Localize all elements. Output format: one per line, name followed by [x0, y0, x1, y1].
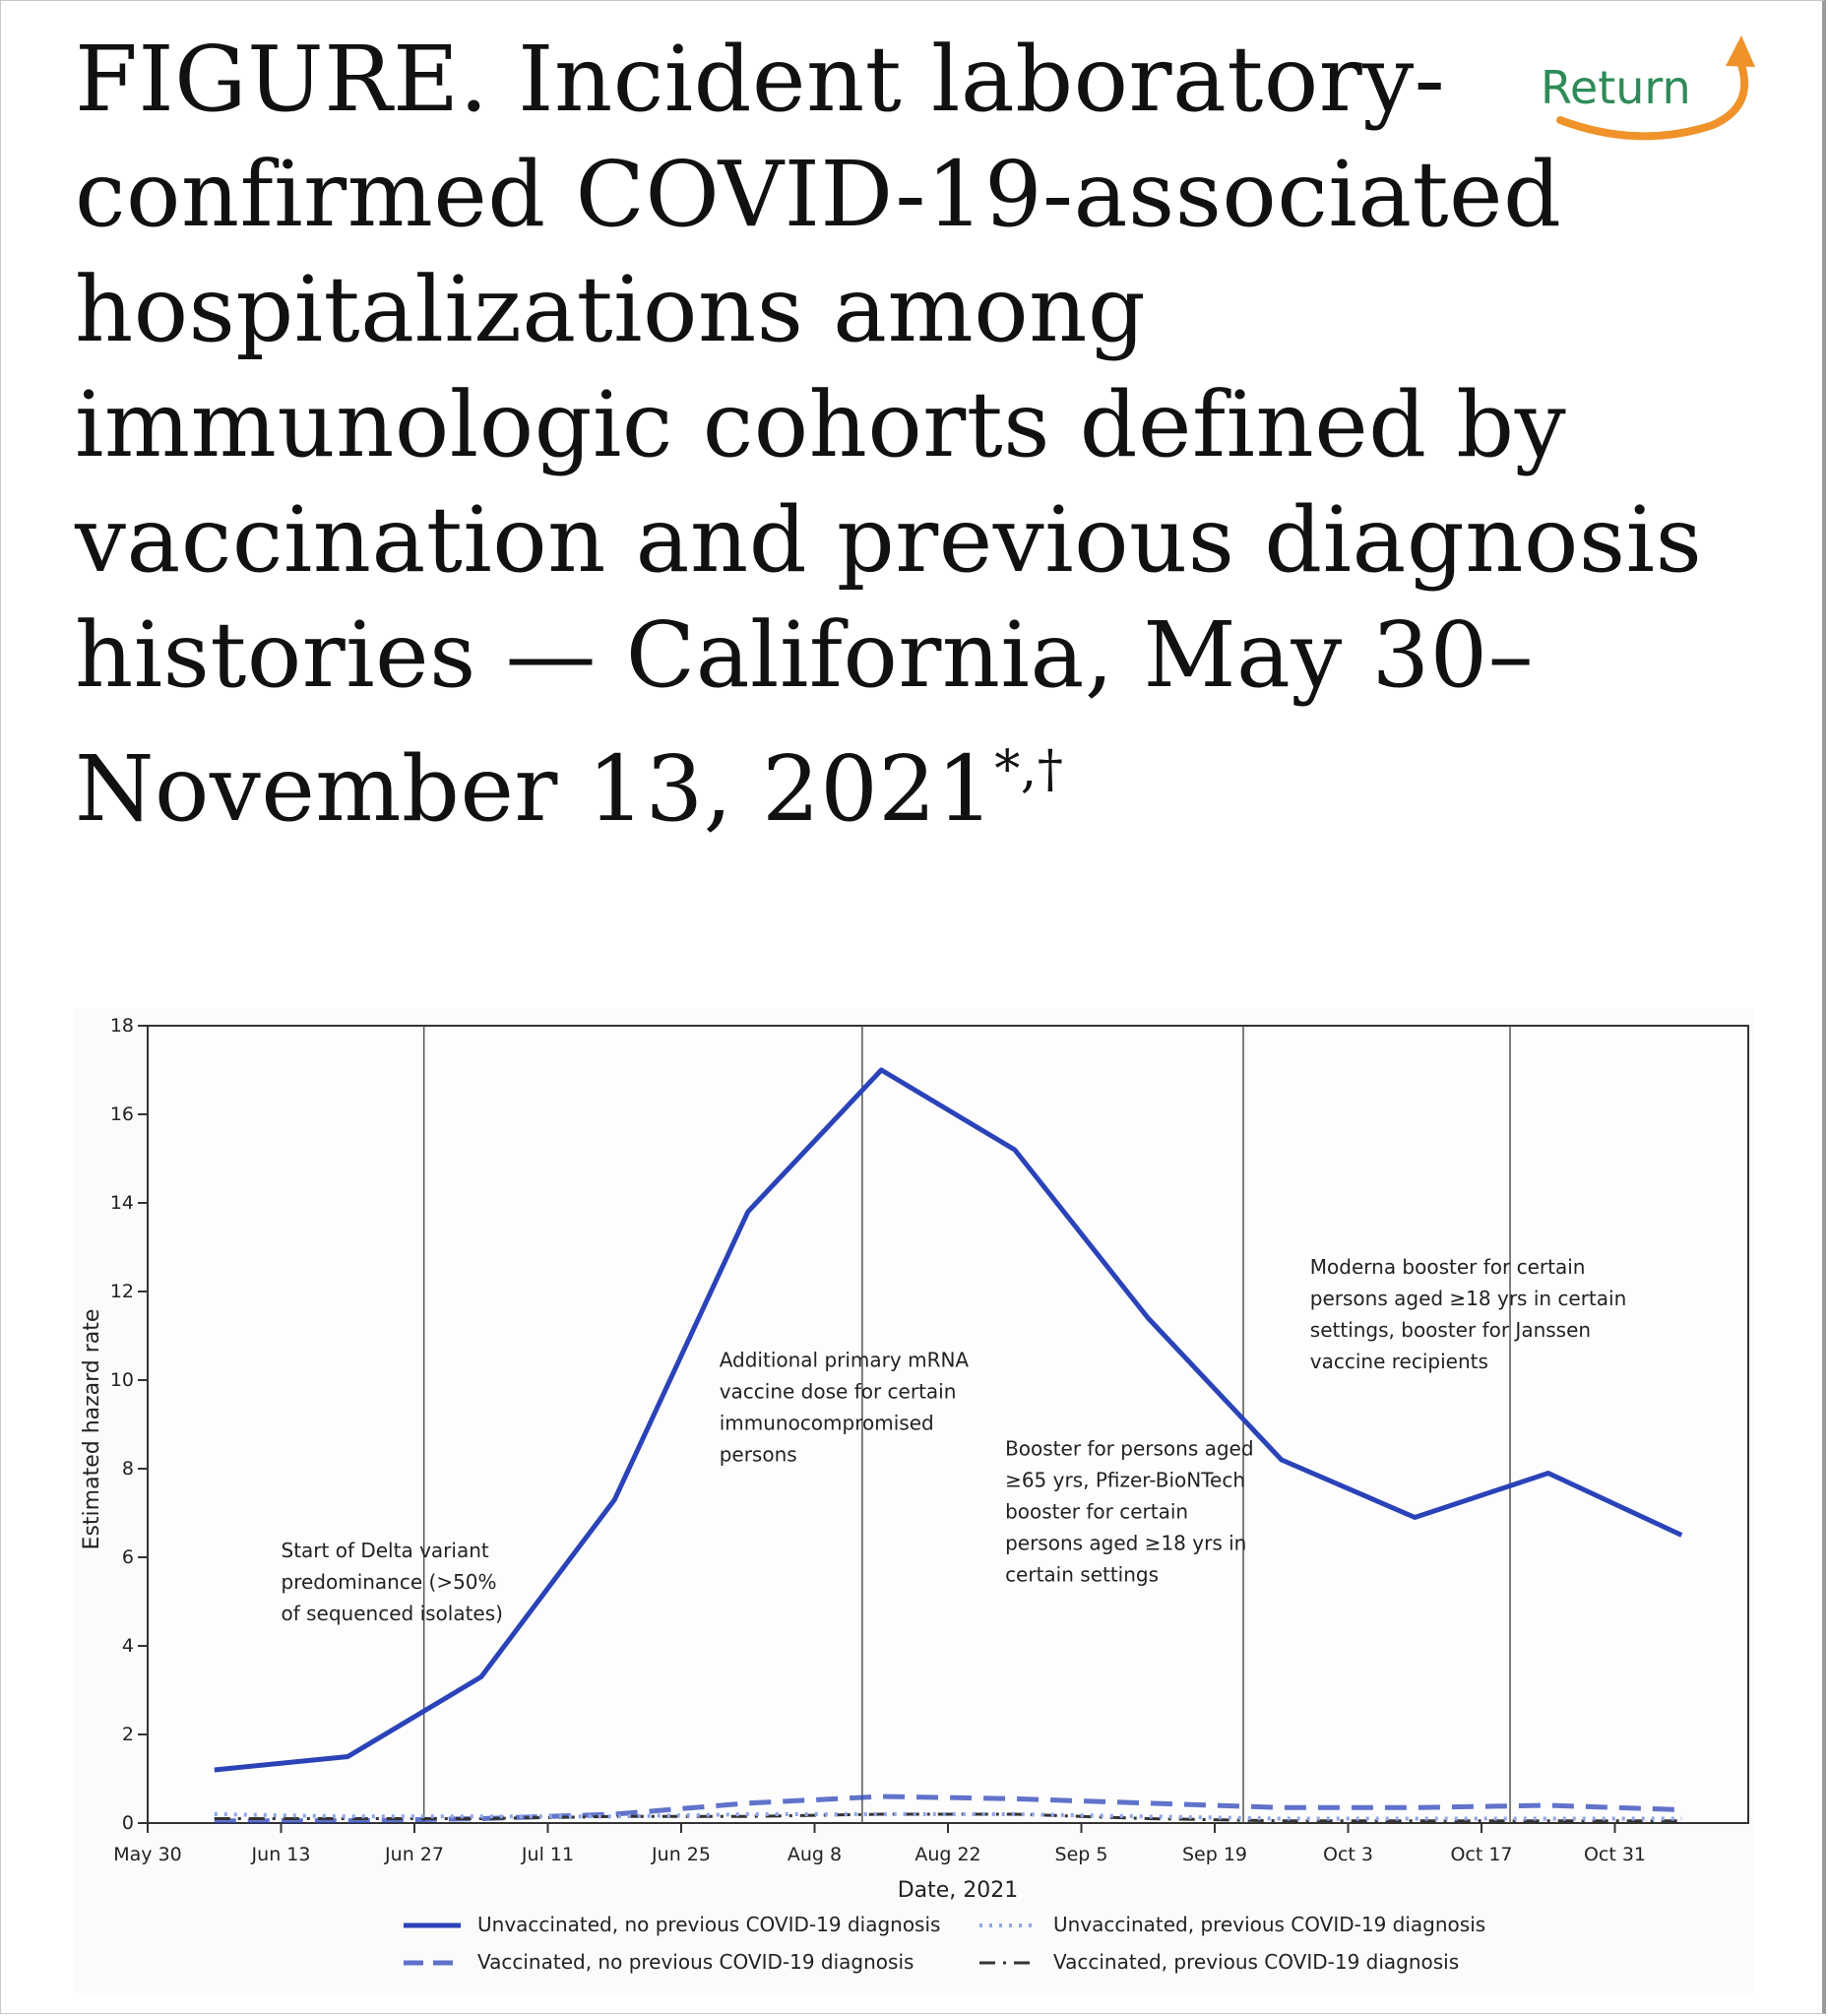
- x-tick-label: Oct 17: [1450, 1844, 1513, 1865]
- data-point-solid: [1547, 1473, 1549, 1475]
- data-point-dashdot: [214, 1818, 216, 1820]
- data-point-dotted: [480, 1815, 482, 1817]
- y-tick-label: 6: [121, 1546, 134, 1568]
- data-point-dotted: [880, 1813, 882, 1815]
- data-point-dashdot: [347, 1818, 348, 1820]
- y-tick-label: 0: [121, 1812, 134, 1834]
- legend-label-solid: Unvaccinated, no previous COVID-19 diagnosis: [477, 1913, 941, 1936]
- data-point-solid: [214, 1769, 216, 1771]
- annotation-4-line: persons aged ≥18 yrs in certain: [1309, 1287, 1627, 1310]
- data-point-dashed: [880, 1796, 882, 1797]
- annotation-3-line: ≥65 yrs, Pfizer-BioNTech: [1005, 1468, 1246, 1492]
- x-tick-label: Oct 31: [1583, 1844, 1647, 1865]
- data-point-dashdot: [1547, 1820, 1549, 1822]
- data-point-dotted: [347, 1815, 348, 1817]
- data-point-solid: [747, 1211, 749, 1213]
- data-point-solid: [613, 1499, 615, 1501]
- data-point-solid: [1680, 1535, 1682, 1537]
- figure-title: [75, 22, 1748, 847]
- data-point-solid: [880, 1069, 882, 1071]
- x-tick-label: Jun 13: [251, 1844, 311, 1865]
- data-point-solid: [1147, 1317, 1149, 1319]
- data-point-dotted: [214, 1813, 216, 1815]
- x-tick-label: Jun 25: [652, 1844, 711, 1865]
- data-point-dotted: [1147, 1815, 1149, 1817]
- annotation-1-line: Start of Delta variant: [281, 1539, 489, 1562]
- x-tick-label: Sep 5: [1054, 1844, 1108, 1865]
- legend-label-dashdot: Vaccinated, previous COVID-19 diagnosis: [1053, 1950, 1460, 1974]
- y-tick-label: 18: [109, 1015, 134, 1037]
- annotation-2-line: persons: [719, 1442, 797, 1467]
- data-point-solid: [480, 1676, 482, 1678]
- x-tick-label: Jun 27: [385, 1844, 444, 1865]
- legend-label-dotted: Unvaccinated, previous COVID-19 diagnosis: [1053, 1913, 1486, 1936]
- hazard-rate-chart: [0, 1009, 1828, 2003]
- annotation-3-line: Booster for persons aged: [1005, 1436, 1254, 1461]
- data-point-solid: [1414, 1517, 1416, 1519]
- data-point-dashed: [1014, 1797, 1016, 1799]
- data-point-dashed: [747, 1802, 749, 1804]
- x-tick-label: Aug 22: [914, 1844, 981, 1865]
- y-tick-label: 14: [109, 1192, 134, 1214]
- x-tick-label: Sep 19: [1181, 1844, 1248, 1865]
- data-point-dotted: [1281, 1818, 1283, 1820]
- annotation-3-line: certain settings: [1005, 1562, 1160, 1587]
- data-point-dotted: [1547, 1818, 1549, 1820]
- annotation-3-line: booster for certain: [1005, 1499, 1189, 1524]
- data-point-dotted: [613, 1815, 615, 1817]
- footnote-marks: *,†: [994, 740, 1064, 799]
- data-point-solid: [1281, 1459, 1283, 1461]
- annotation-4-line: vaccine recipients: [1309, 1350, 1488, 1373]
- data-point-dotted: [1414, 1818, 1416, 1820]
- y-tick-label: 10: [109, 1369, 134, 1391]
- figure-title-text: FIGURE. Incident laboratory-confirmed COVID-19-associated hospitalizations among immunologic cohorts defined by vaccination and previous diagnosis histories — California, May 30–November 13, 2021: [75, 27, 1703, 842]
- y-tick-label: 16: [109, 1103, 134, 1125]
- data-point-dashed: [1147, 1802, 1149, 1804]
- y-axis-title: Estimated hazard rate: [80, 1308, 104, 1550]
- return-link[interactable]: [1531, 22, 1767, 150]
- return-label: Return: [1541, 61, 1691, 114]
- data-point-solid: [347, 1756, 348, 1758]
- data-point-dashed: [214, 1820, 216, 1822]
- data-point-dashed: [1680, 1809, 1682, 1811]
- data-point-dotted: [747, 1813, 749, 1815]
- data-point-dashed: [1414, 1806, 1416, 1808]
- x-axis-title: Date, 2021: [897, 1878, 1019, 1903]
- data-point-dashed: [1547, 1804, 1549, 1806]
- x-tick-label: May 30: [113, 1844, 182, 1865]
- data-point-dashed: [613, 1813, 615, 1815]
- annotation-2-line: vaccine dose for certain: [719, 1379, 957, 1404]
- annotation-2-line: Additional primary mRNA: [719, 1348, 970, 1372]
- annotation-4-line: Moderna booster for certain: [1309, 1255, 1586, 1279]
- x-tick-label: Oct 3: [1323, 1844, 1373, 1865]
- x-tick-label: Aug 8: [787, 1844, 843, 1865]
- annotation-2-line: immunocompromised: [719, 1411, 934, 1435]
- annotation-4-line: settings, booster for Janssen: [1309, 1318, 1592, 1342]
- data-point-dashed: [347, 1820, 348, 1822]
- plot-frame: [148, 1026, 1748, 1823]
- y-tick-label: 12: [109, 1281, 134, 1302]
- y-tick-label: 4: [121, 1635, 134, 1657]
- data-point-dotted: [1014, 1813, 1016, 1815]
- data-point-dotted: [1680, 1818, 1682, 1820]
- annotation-1-line: of sequenced isolates): [281, 1602, 503, 1625]
- data-point-dashed: [1281, 1806, 1283, 1808]
- data-point-solid: [1014, 1149, 1016, 1151]
- curved-arrow-icon: [1531, 22, 1767, 150]
- data-point-dashdot: [1147, 1818, 1149, 1820]
- data-point-dashdot: [1281, 1820, 1283, 1822]
- legend-label-dashed: Vaccinated, no previous COVID-19 diagnosis: [477, 1950, 914, 1974]
- x-tick-label: Jul 11: [521, 1844, 575, 1865]
- annotation-3-line: persons aged ≥18 yrs in: [1005, 1531, 1247, 1555]
- y-tick-label: 8: [121, 1458, 134, 1480]
- annotation-1-line: predominance (>50%: [281, 1570, 497, 1594]
- y-tick-label: 2: [121, 1724, 134, 1745]
